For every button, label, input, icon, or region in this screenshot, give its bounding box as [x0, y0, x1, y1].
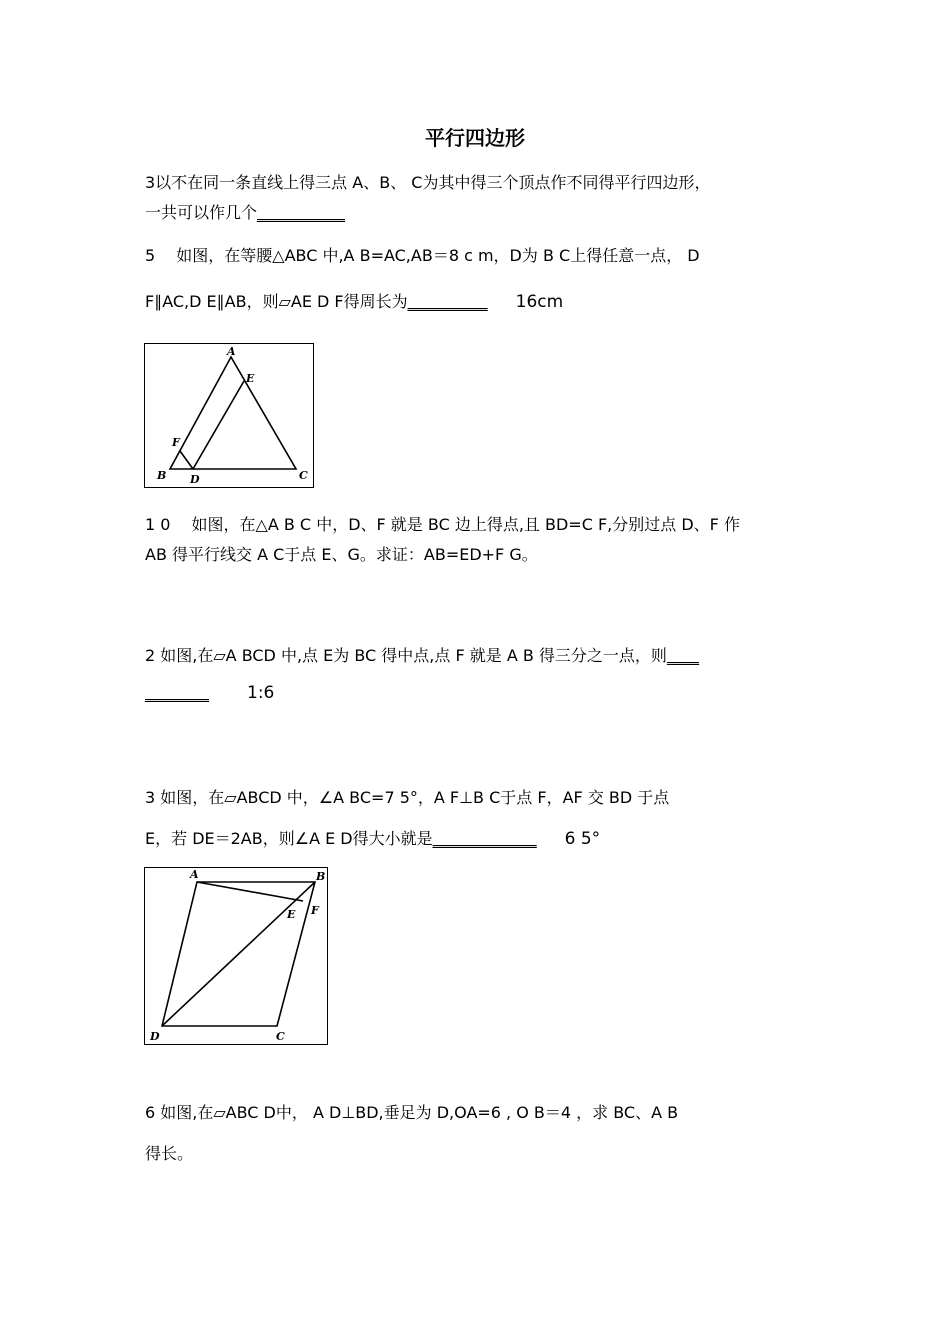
label-c: C — [276, 1030, 285, 1043]
q5-answer: 16cm — [515, 292, 564, 312]
q2-text: 2 如图,在▱A BCD 中,点 E为 BC 得中点,点 F 就是 A B 得三分之一点，则 — [145, 646, 667, 665]
figure-parallelogram — [144, 867, 328, 1045]
q2-line2 — [145, 683, 274, 703]
page-title: 平行四边形 — [425, 126, 525, 150]
q5-text: F∥AC,D E∥AB，则▱AE D F得周长为 — [145, 292, 408, 311]
label-f: F — [172, 436, 180, 449]
segment-af — [197, 882, 303, 901]
label-d: D — [190, 473, 200, 486]
q3b-text: E，若 DE＝2AB，则∠A E D得大小就是 — [145, 829, 433, 848]
label-f: F — [311, 904, 319, 917]
q10-line1: 1 0 如图，在△A B C 中，D、F 就是 BC 边上得点,且 BD=C F,分别过点 D、F 作 — [145, 515, 740, 534]
q3b-answer: 6 5° — [564, 829, 601, 849]
q3b-line2 — [145, 826, 600, 849]
q3b-line1: 3 如图，在▱ABCD 中，∠A BC=7 5°，A F⊥B C于点 F，AF 交 BD 于点 — [145, 788, 670, 807]
label-b: B — [316, 870, 326, 883]
label-d: D — [150, 1030, 160, 1043]
q3a-line1: 3以不在同一条直线上得三点 A、B、 C为其中得三个顶点作不同得平行四边形， — [145, 173, 711, 192]
q2-line1 — [145, 643, 699, 666]
q3b-answer-blank: _____________ — [432, 829, 537, 848]
q3a-text: 一共可以作几个 — [145, 203, 258, 222]
segment-de — [193, 381, 244, 469]
q3a-line2 — [145, 200, 345, 223]
q2-answer-blank-1: ____ — [666, 646, 699, 665]
triangle-abc — [170, 357, 296, 469]
label-a: A — [227, 345, 236, 358]
segment-df — [180, 451, 193, 469]
q6-line2: 得长。 — [145, 1144, 194, 1163]
label-b: B — [157, 469, 167, 482]
q2-answer: 1:6 — [247, 683, 275, 703]
q3a-answer-blank: ___________ — [257, 203, 346, 222]
q5-line1: 5 如图，在等腰△ABC 中,A B=AC,AB＝8 c m，D为 B C上得任意一点， D — [145, 246, 700, 265]
q6-line1: 6 如图,在▱ABC D中， A D⊥BD,垂足为 D,OA=6 , O B＝4 ，求 BC、A B — [145, 1103, 679, 1122]
label-e: E — [287, 908, 296, 921]
q10-line2: AB 得平行线交 A C于点 E、G。求证：AB=ED+F G。 — [145, 545, 538, 564]
q5-answer-blank: __________ — [407, 292, 488, 311]
label-c: C — [299, 469, 308, 482]
q5-line2 — [145, 289, 563, 312]
figure-triangle — [144, 343, 314, 488]
diagonal-bd — [162, 882, 315, 1026]
label-a: A — [190, 868, 199, 881]
label-e: E — [246, 372, 255, 385]
q2-answer-blank-2: ________ — [145, 683, 209, 702]
